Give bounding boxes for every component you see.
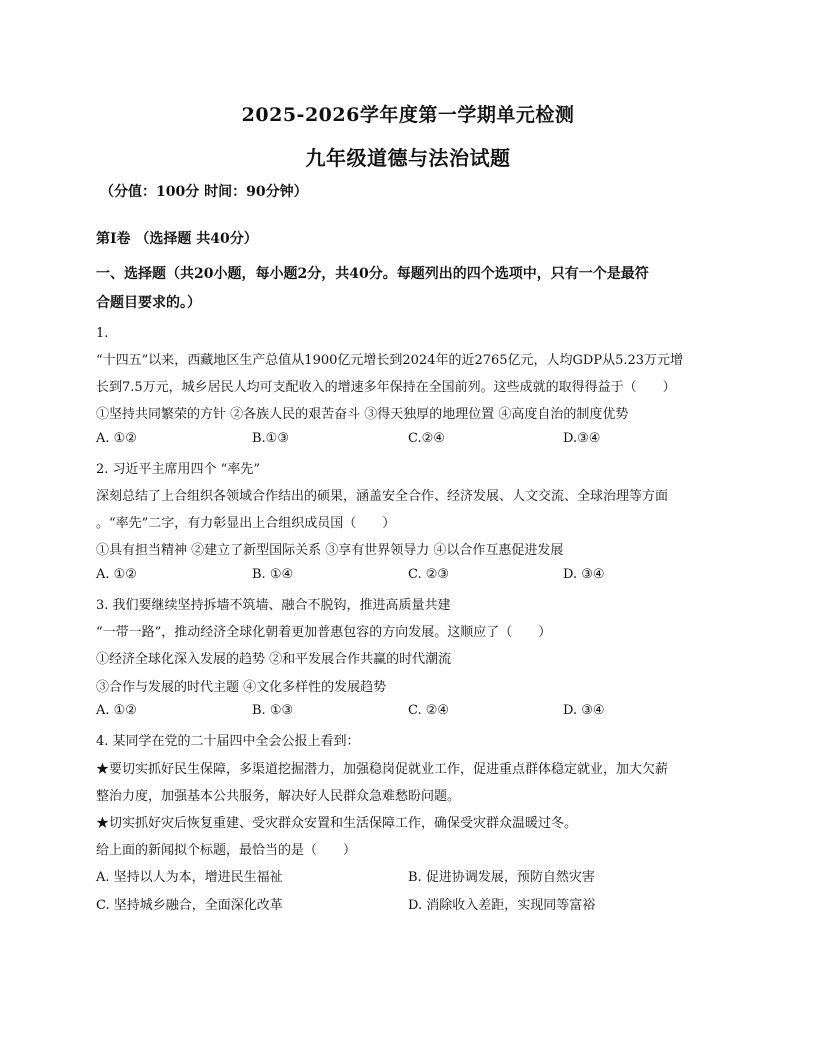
question-2-stem-line-3: 。“率先”二字，有力彰显出上合组织成员国（ ） bbox=[96, 516, 396, 531]
question-4-option-b[interactable]: B. 促进协调发展，预防自然灾害 bbox=[408, 870, 595, 885]
question-2-stem-line-1: 2. 习近平主席用四个 “率先” bbox=[96, 462, 260, 477]
question-2-option-c[interactable]: C. ②③ bbox=[408, 567, 450, 582]
question-1-option-d[interactable]: D.③④ bbox=[563, 431, 601, 446]
section-intro-line-1: 一、选择题（共20小题，每小题2分，共40分。每题列出的四个选项中，只有一个是最符 bbox=[96, 266, 649, 282]
question-1-option-a[interactable]: A. ①② bbox=[96, 431, 137, 446]
question-4-stem-line-4: ★切实抓好灾后恢复重建、受灾群众安置和生活保障工作，确保受灾群众温暖过冬。 bbox=[96, 816, 578, 831]
question-2-option-d[interactable]: D. ③④ bbox=[563, 567, 605, 582]
exam-title: 2025-2026学年度第一学期单元检测 bbox=[241, 104, 575, 126]
question-4-stem-line-1: 4. 某同学在党的二十届四中全会公报上看到： bbox=[96, 734, 360, 749]
question-1-number: 1. bbox=[96, 326, 109, 341]
question-2-items: ①具有担当精神 ②建立了新型国际关系 ③享有世界领导力 ④以合作互惠促进发展 bbox=[96, 543, 564, 558]
question-4-stem-line-5: 给上面的新闻拟个标题，最恰当的是（ ） bbox=[96, 843, 357, 858]
question-3-option-b[interactable]: B. ①③ bbox=[252, 703, 294, 718]
part-heading: 第Ⅰ卷 （选择题 共40分） bbox=[96, 231, 258, 247]
question-1-stem-line-1: “十四五”以来，西藏地区生产总值从1900亿元增长到2024年的近2765亿元，人均GDP从5.23万元增 bbox=[96, 353, 684, 368]
question-4-stem-line-2: ★要切实抓好民生保障，多渠道挖掘潜力，加强稳岗促就业工作，促进重点群体稳定就业，加大欠薪 bbox=[96, 762, 669, 777]
section-intro-line-2: 合题目要求的。） bbox=[96, 295, 201, 311]
question-4-option-d[interactable]: D. 消除收入差距，实现同等富裕 bbox=[408, 898, 596, 913]
question-2-option-a[interactable]: A. ①② bbox=[96, 567, 137, 582]
question-3-items-line-2: ③合作与发展的时代主题 ④文化多样性的发展趋势 bbox=[96, 680, 387, 695]
question-4-stem-line-3: 整治力度，加强基本公共服务，解决好人民群众急难愁盼问题。 bbox=[96, 789, 461, 804]
question-1-items: ①坚持共同繁荣的方针 ②各族人民的艰苦奋斗 ③得天独厚的地理位置 ④高度自治的制度优势 bbox=[96, 407, 629, 422]
exam-meta: （分值：100分 时间：90分钟） bbox=[100, 184, 308, 200]
question-4-option-c[interactable]: C. 坚持城乡融合，全面深化改革 bbox=[96, 898, 283, 913]
question-1-stem-line-2: 长到7.5万元，城乡居民人均可支配收入的增速多年保持在全国前列。这些成就的取得得益于（ ） bbox=[96, 380, 676, 395]
question-3-option-d[interactable]: D. ③④ bbox=[563, 703, 605, 718]
question-3-stem-line-2: “一带一路”，推动经济全球化朝着更加普惠包容的方向发展。这顺应了（ ） bbox=[96, 625, 552, 640]
question-1-option-b[interactable]: B.①③ bbox=[252, 431, 289, 446]
question-1-option-c[interactable]: C.②④ bbox=[408, 431, 445, 446]
question-2-option-b[interactable]: B. ①④ bbox=[252, 567, 294, 582]
question-2-stem-line-2: 深刻总结了上合组织各领域合作结出的硕果，涵盖安全合作、经济发展、人文交流、全球治理等方面 bbox=[96, 489, 669, 504]
question-3-items-line-1: ①经济全球化深入发展的趋势 ②和平发展合作共赢的时代潮流 bbox=[96, 652, 452, 667]
question-3-option-c[interactable]: C. ②④ bbox=[408, 703, 450, 718]
exam-subtitle: 九年级道德与法治试题 bbox=[305, 146, 511, 170]
question-3-option-a[interactable]: A. ①② bbox=[96, 703, 137, 718]
question-3-stem-line-1: 3. 我们要继续坚持拆墙不筑墙、融合不脱钩，推进高质量共建 bbox=[96, 598, 451, 613]
question-4-option-a[interactable]: A. 坚持以人为本，增进民生福祉 bbox=[96, 870, 283, 885]
